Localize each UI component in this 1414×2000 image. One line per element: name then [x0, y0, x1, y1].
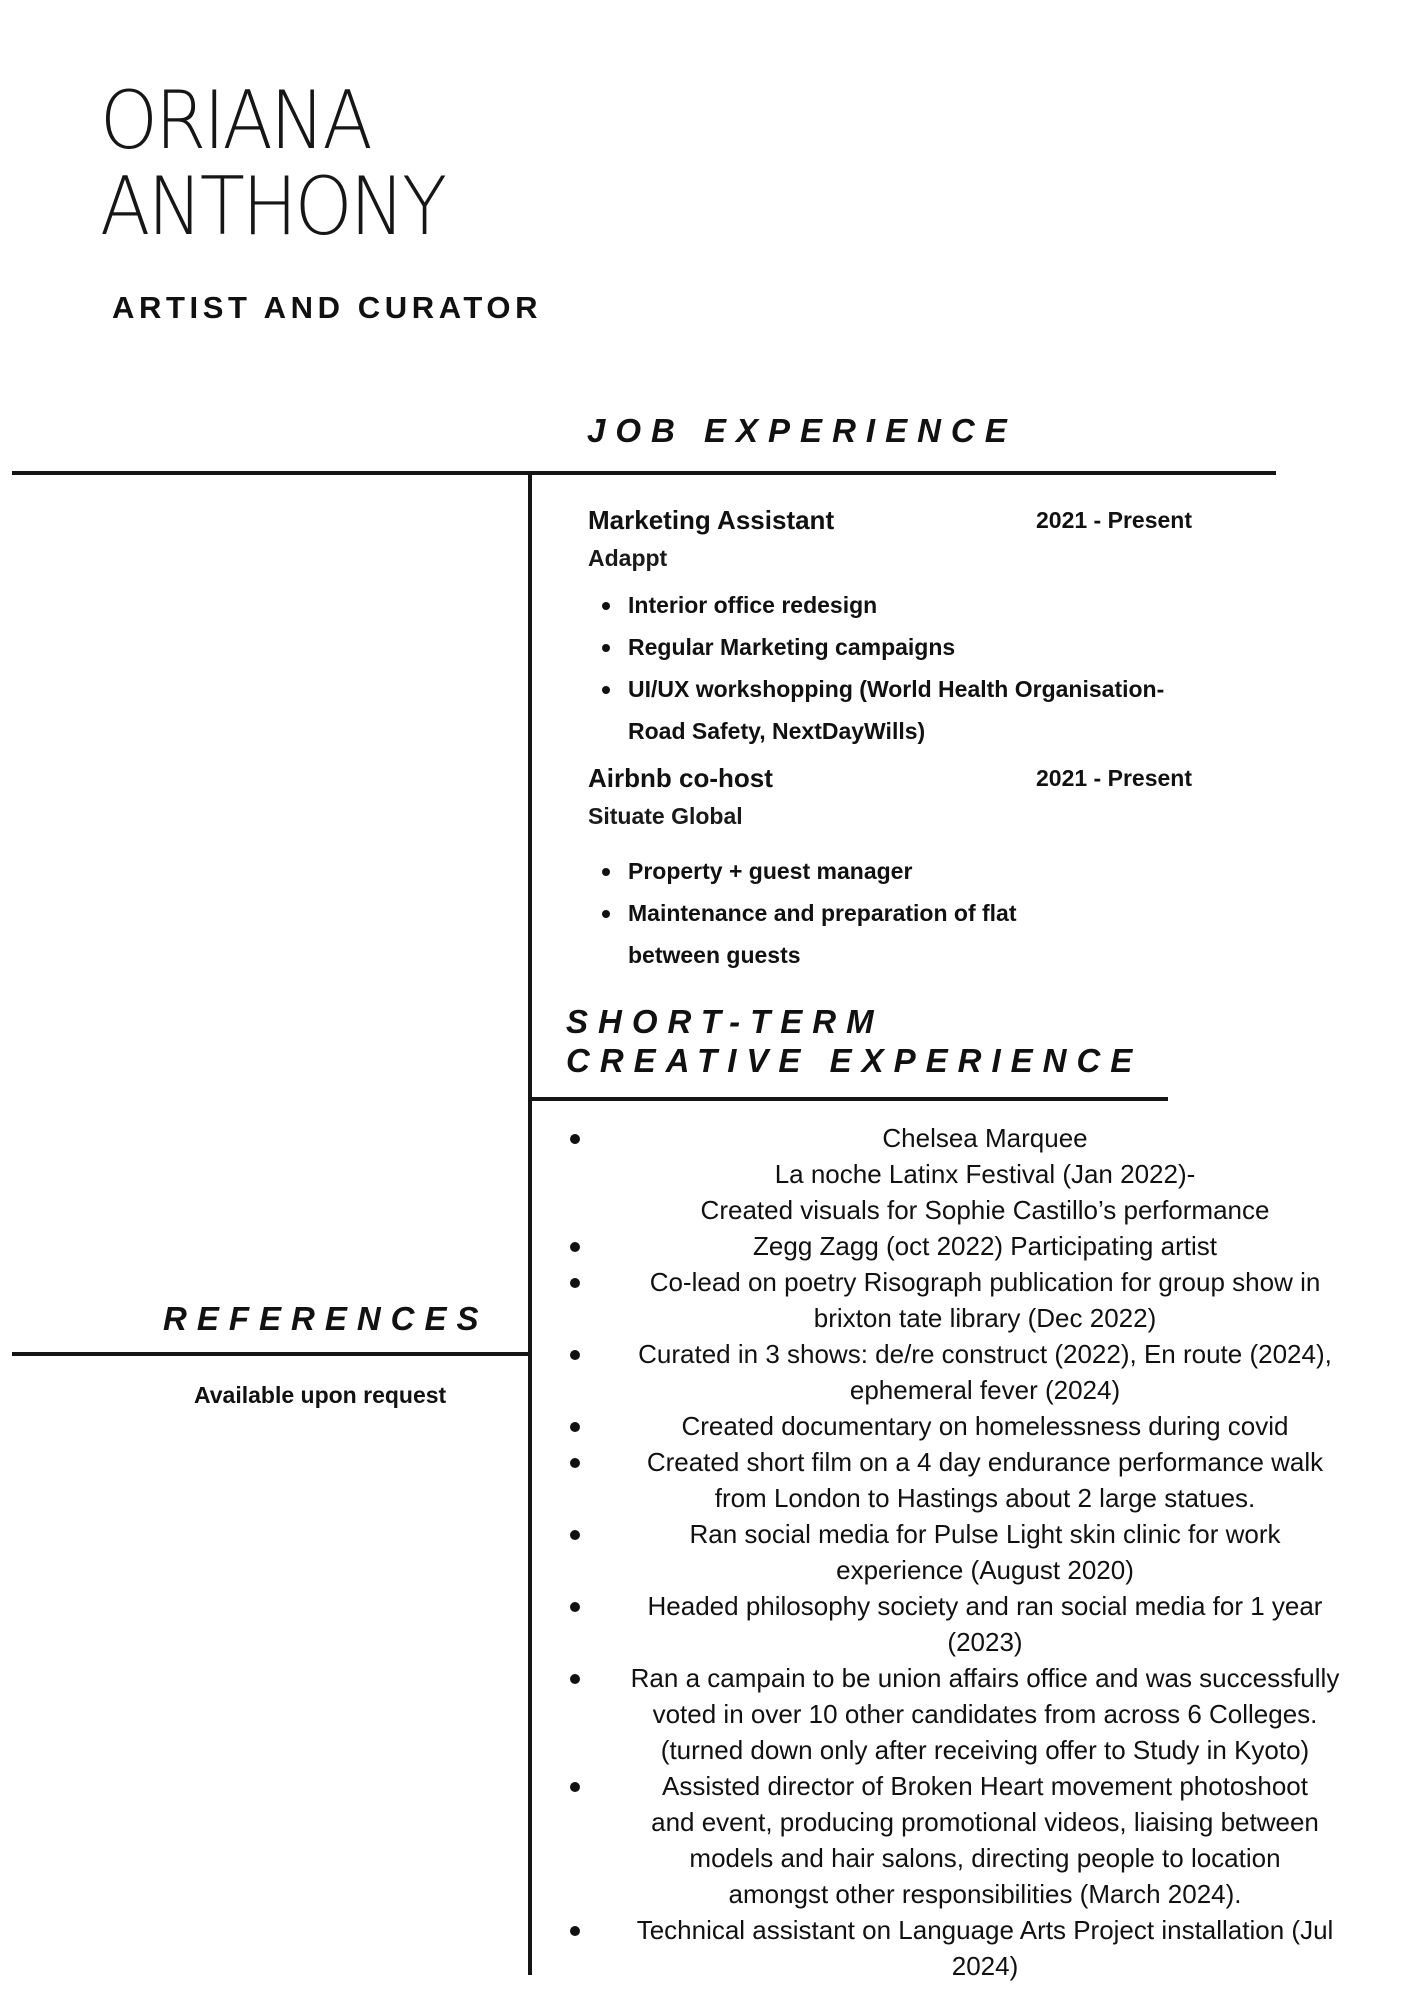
list-item: Assisted director of Broken Heart movement photoshoot and event, producing promotional videos, liaising between models and hair salons, directing people to location amongst other responsibilities (March 2024). [570, 1768, 1400, 1912]
job-title: Airbnb co-host [588, 763, 773, 793]
creative-experience-list [570, 1120, 1400, 1984]
name-last: ANTHONY [100, 160, 445, 253]
list-item: Chelsea Marquee La noche Latinx Festival (Jan 2022)- Created visuals for Sophie Castillo’s performance [570, 1120, 1400, 1228]
job-company: Adappt [588, 545, 668, 571]
job-experience-heading: JOB EXPERIENCE [587, 412, 1017, 449]
list-item: Headed philosophy society and ran social media for 1 year (2023) [570, 1588, 1400, 1660]
job-bullet: Interior office redesign [588, 584, 1268, 626]
list-item: Technical assistant on Language Arts Project installation (Jul 2024) [570, 1912, 1400, 1984]
profession-subtitle: ARTIST AND CURATOR [112, 290, 543, 325]
job-bullets [588, 850, 1268, 976]
name-first: ORIANA [100, 74, 370, 167]
references-note: Available upon request [194, 1382, 447, 1408]
job-bullet: Regular Marketing campaigns [588, 626, 1268, 668]
job-title: Marketing Assistant [588, 505, 835, 535]
creative-experience-heading: SHORT-TERM CREATIVE EXPERIENCE [566, 1003, 1143, 1079]
candidate-name [100, 74, 744, 253]
job-company: Situate Global [588, 803, 743, 829]
job-dates: 2021 - Present [1036, 507, 1192, 533]
job-bullet: Maintenance and preparation of flat between guests [588, 892, 1268, 976]
vertical-divider [528, 473, 532, 1975]
list-item: Zegg Zagg (oct 2022) Participating artist [570, 1228, 1400, 1264]
divider-top [12, 471, 1276, 475]
job-bullet: UI/UX workshopping (World Health Organisation- Road Safety, NextDayWills) [588, 668, 1268, 752]
list-item: Ran a campain to be union affairs office and was successfully voted in over 10 other candidates from across 6 Colleges. (turned down only after receiving offer to Study in Kyoto) [570, 1660, 1400, 1768]
list-item: Created documentary on homelessness during covid [570, 1408, 1400, 1444]
references-heading: REFERENCES [163, 1300, 489, 1337]
list-item: Created short film on a 4 day endurance performance walk from London to Hastings about 2 large statues. [570, 1444, 1400, 1516]
list-item: Co-lead on poetry Risograph publication for group show in brixton tate library (Dec 2022) [570, 1264, 1400, 1336]
job-bullet: Property + guest manager [588, 850, 1268, 892]
job-dates: 2021 - Present [1036, 765, 1192, 791]
list-item: Ran social media for Pulse Light skin clinic for work experience (August 2020) [570, 1516, 1400, 1588]
job-bullets [588, 584, 1268, 752]
divider-creative [530, 1097, 1168, 1101]
list-item: Curated in 3 shows: de/re construct (2022), En route (2024), ephemeral fever (2024) [570, 1336, 1400, 1408]
divider-references [12, 1352, 530, 1356]
